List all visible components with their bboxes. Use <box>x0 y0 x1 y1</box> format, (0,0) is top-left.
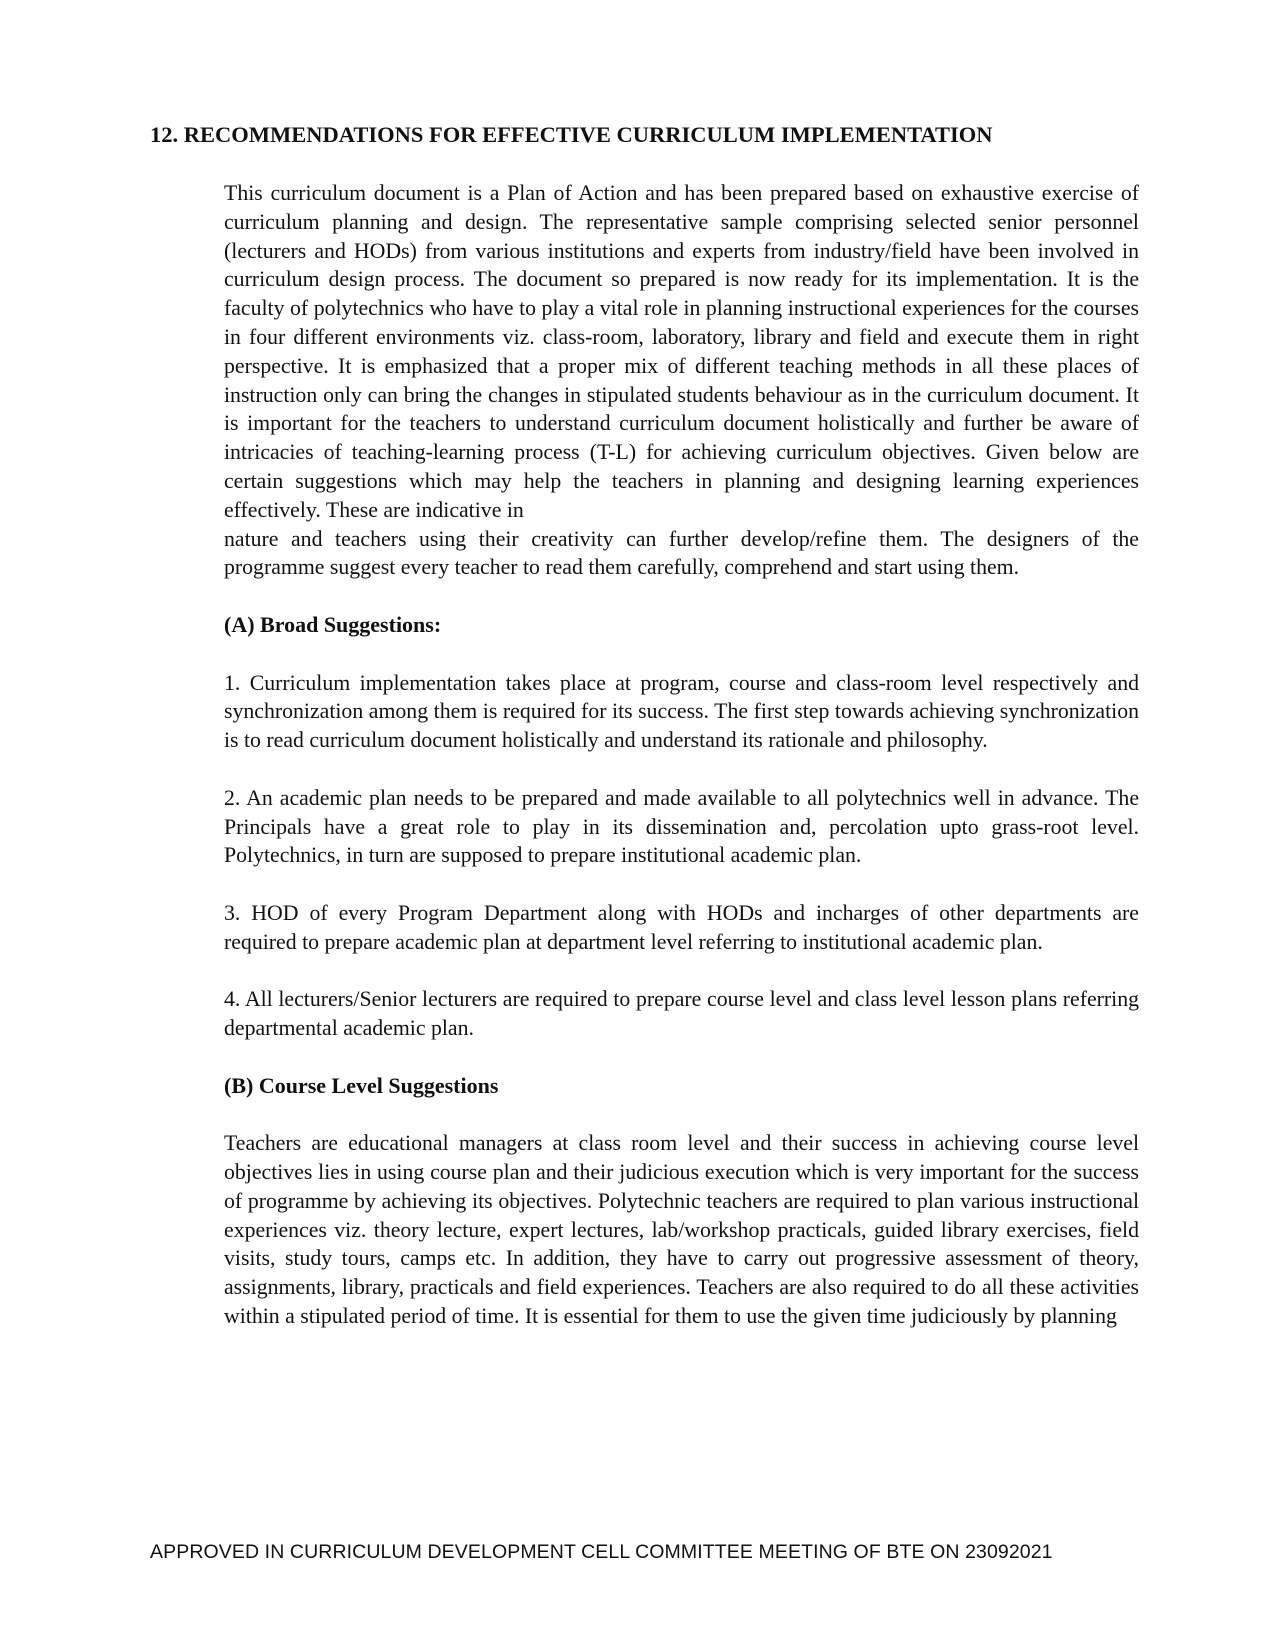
course-level-suggestions-title: (B) Course Level Suggestions <box>224 1072 499 1098</box>
section-heading: 12. RECOMMENDATIONS FOR EFFECTIVE CURRICULUM IMPLEMENTATION <box>150 122 993 147</box>
intro-paragraph-1: This curriculum document is a Plan of Action and has been prepared based on exhaustive exercise of curriculum planning and design. The representative sample comprising selected senior personnel (lecturers and HODs) from various institutions and experts from industry/field have been involved in curriculum design process. The document so prepared is now ready for its implementation. It is the faculty of polytechnics who have to play a vital role in planning instructional experiences for the courses in four different environments viz. class-room, laboratory, library and field and execute them in right perspective. It is emphasized that a proper mix of different teaching methods in all these places of instruction only can bring the changes in stipulated students behaviour as in the curriculum document. It is important for the teachers to understand curriculum document holistically and further be aware of intricacies of teaching-learning process (T-L) for achieving curriculum objectives. Given below are certain suggestions which may help the teachers in planning and designing learning experiences effectively. These are indicative in <box>224 181 1139 522</box>
approval-footer: APPROVED IN CURRICULUM DEVELOPMENT CELL COMMITTEE MEETING OF BTE ON 23092021 <box>150 1541 1053 1563</box>
broad-suggestion-item-4: 4. All lecturers/Senior lecturers are required to prepare course level and class level lesson plans referring departmental academic plan. <box>224 987 1139 1041</box>
body-column <box>224 179 1139 1360</box>
intro-paragraph-2: nature and teachers using their creativity can further develop/refine them. The designers of the programme suggest every teacher to read them carefully, comprehend and start using them. <box>224 526 1139 580</box>
broad-suggestions-title: (A) Broad Suggestions: <box>224 611 442 637</box>
course-level-paragraph: Teachers are educational managers at class room level and their success in achieving course level objectives lies in using course plan and their judicious execution which is very important for the success of programme by achieving its objectives. Polytechnic teachers are required to plan various instructional experiences viz. theory lecture, expert lectures, lab/workshop practicals, guided library exercises, field visits, study tours, camps etc. In addition, they have to carry out progressive assessment of theory, assignments, library, practicals and field experiences. Teachers are also required to do all these activities within a stipulated period of time. It is essential for them to use the given time judiciously by planning <box>224 1131 1139 1329</box>
broad-suggestion-item-2: 2. An academic plan needs to be prepared and made available to all polytechnics well in advance. The Principals have a great role to play in its dissemination and, percolation upto grass-root level. Polytechnics, in turn are supposed to prepare institutional academic plan. <box>224 785 1139 868</box>
broad-suggestion-item-3: 3. HOD of every Program Department along with HODs and incharges of other departments are required to prepare academic plan at department level referring to institutional academic plan. <box>224 900 1139 954</box>
broad-suggestion-item-1: 1. Curriculum implementation takes place at program, course and class-room level respectively and synchronization among them is required for its success. The first step towards achieving synchronization is to read curriculum document holistically and understand its rationale and philosophy. <box>224 670 1139 753</box>
